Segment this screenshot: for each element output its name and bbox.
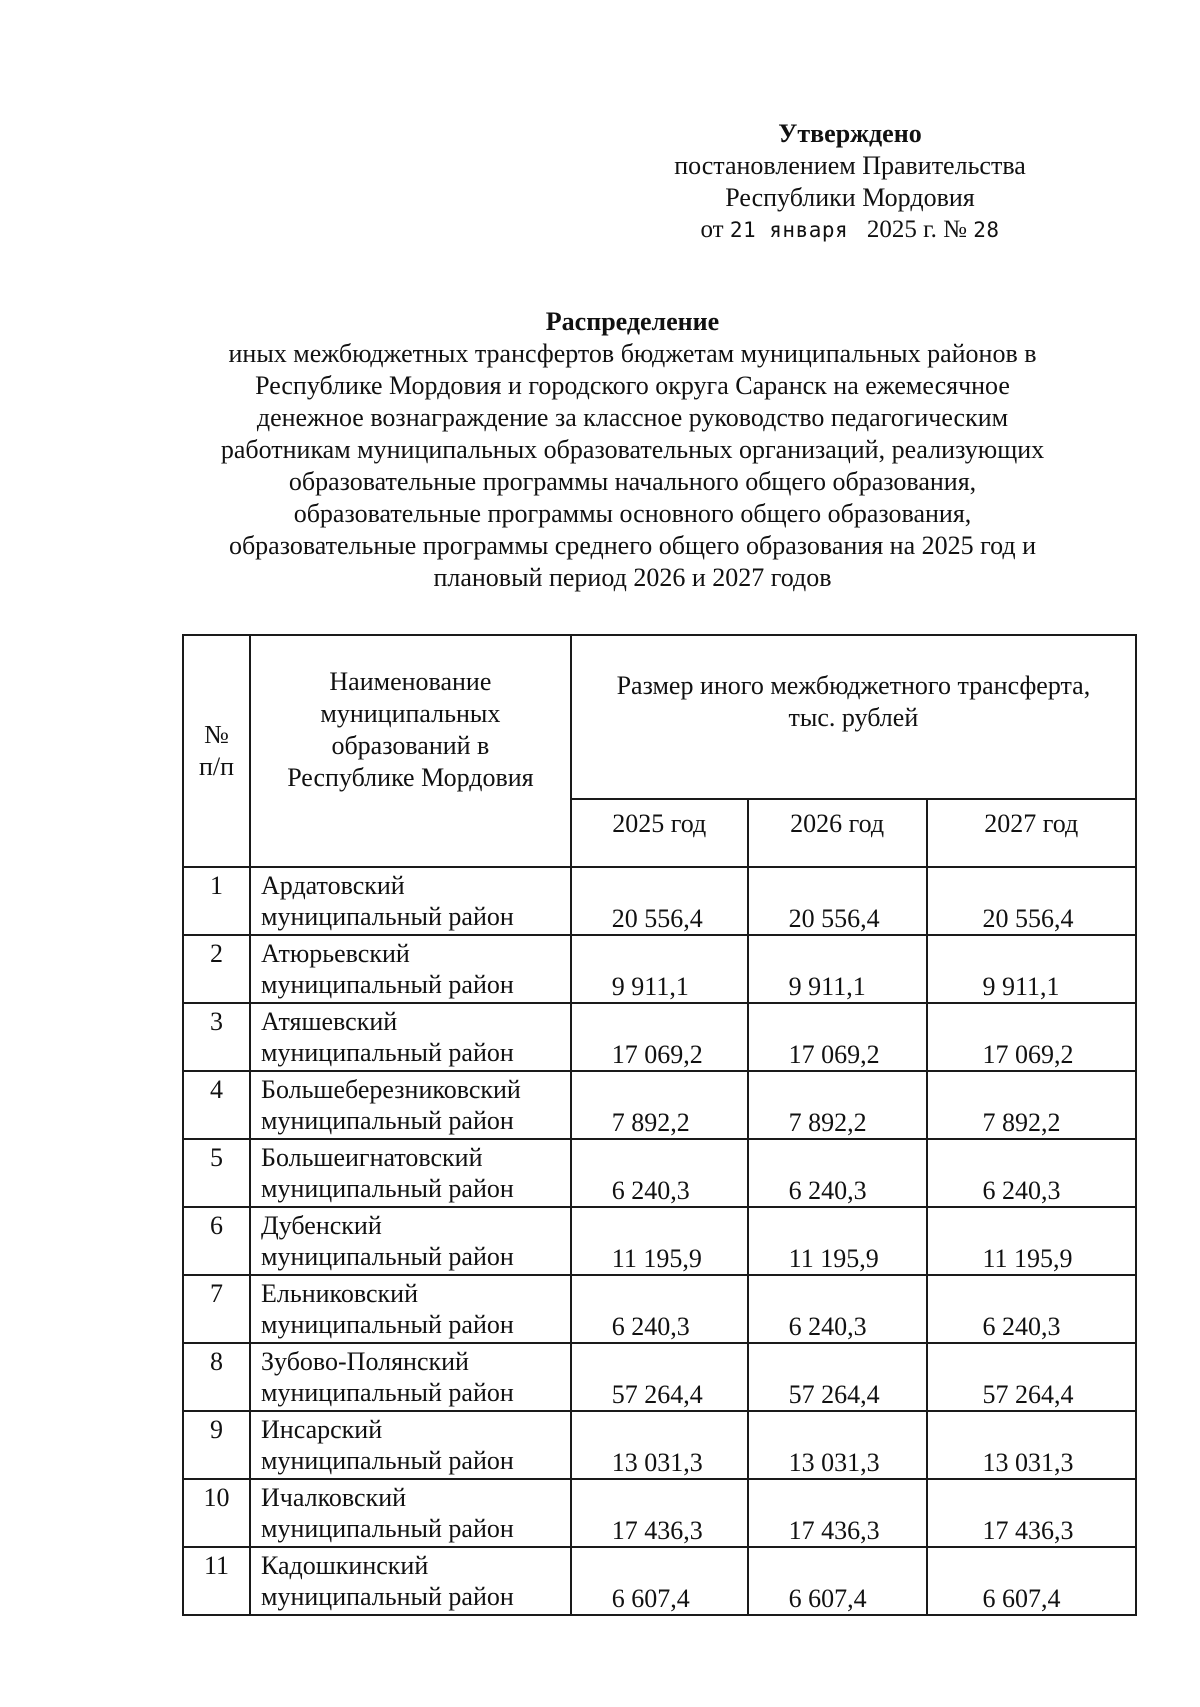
row-number: 10 <box>183 1479 250 1547</box>
date-prefix: от <box>700 216 724 243</box>
value-2027: 13 031,3 <box>927 1411 1136 1479</box>
municipality-name-line-2: муниципальный район <box>261 1174 514 1203</box>
table-row <box>183 1479 1136 1547</box>
value-2026: 6 240,3 <box>748 1275 927 1343</box>
municipality-name <box>250 1343 571 1411</box>
value-2025: 6 240,3 <box>571 1275 748 1343</box>
municipality-name-line-2: муниципальный район <box>261 970 514 999</box>
municipality-name <box>250 1071 571 1139</box>
header-municipality-name <box>250 635 571 867</box>
municipality-name-line-2: муниципальный район <box>261 1378 514 1407</box>
header-number-sign: № <box>204 720 229 749</box>
table-header-row-1 <box>183 635 1136 799</box>
description-line: денежное вознаграждение за классное руководство педагогическим <box>256 403 1009 432</box>
row-number: 5 <box>183 1139 250 1207</box>
table-row <box>183 1207 1136 1275</box>
value-2025: 9 911,1 <box>571 935 748 1003</box>
municipality-name-line-2: муниципальный район <box>261 1310 514 1339</box>
value-2027: 11 195,9 <box>927 1207 1136 1275</box>
row-number: 4 <box>183 1071 250 1139</box>
value-2027: 57 264,4 <box>927 1343 1136 1411</box>
header-name-line: Наименование <box>329 667 492 696</box>
value-2026: 17 436,3 <box>748 1479 927 1547</box>
municipality-name <box>250 1275 571 1343</box>
table-row <box>183 1411 1136 1479</box>
table-row <box>183 1003 1136 1071</box>
date-day-month: 21 января <box>729 218 849 242</box>
value-2026: 9 911,1 <box>748 935 927 1003</box>
row-number: 11 <box>183 1547 250 1615</box>
value-2026: 57 264,4 <box>748 1343 927 1411</box>
municipality-name-line-1: Атюрьевский <box>261 939 410 968</box>
municipality-name-line-1: Зубово-Полянский <box>261 1347 469 1376</box>
date-suffix: г. № <box>923 216 967 243</box>
table-row <box>183 1547 1136 1615</box>
header-name-line: муниципальных <box>320 699 501 728</box>
municipality-name-line-1: Ельниковский <box>261 1279 418 1308</box>
row-number: 6 <box>183 1207 250 1275</box>
municipality-name-line-2: муниципальный район <box>261 1242 514 1271</box>
description-line: плановый период 2026 и 2027 годов <box>433 563 832 592</box>
date-year: 2025 <box>866 216 917 243</box>
header-name-line: образований в <box>331 731 490 760</box>
table-row <box>183 1343 1136 1411</box>
header-year-2025: 2025 год <box>571 799 748 867</box>
header-group-line: тыс. рублей <box>788 703 919 732</box>
municipality-name-line-1: Ичалковский <box>261 1483 407 1512</box>
municipality-name-line-2: муниципальный район <box>261 1038 514 1067</box>
value-2025: 7 892,2 <box>571 1071 748 1139</box>
municipality-name-line-1: Большеберезниковский <box>261 1075 521 1104</box>
table-row <box>183 935 1136 1003</box>
value-2025: 13 031,3 <box>571 1411 748 1479</box>
decree-number: 28 <box>973 218 1000 242</box>
municipality-name <box>250 935 571 1003</box>
value-2026: 6 607,4 <box>748 1547 927 1615</box>
municipality-name <box>250 867 571 935</box>
municipality-name-line-1: Дубенский <box>261 1211 382 1240</box>
approval-line-1: постановлением Правительства <box>674 151 1026 180</box>
value-2027: 17 069,2 <box>927 1003 1136 1071</box>
description-line: образовательные программы начального общего образования, <box>288 467 977 496</box>
municipality-name-line-1: Большеигнатовский <box>261 1143 483 1172</box>
municipality-name-line-1: Кадошкинский <box>261 1551 429 1580</box>
municipality-name <box>250 1479 571 1547</box>
value-2027: 9 911,1 <box>927 935 1136 1003</box>
header-group-line: Размер иного межбюджетного трансферта, <box>616 671 1091 700</box>
value-2025: 6 240,3 <box>571 1139 748 1207</box>
value-2027: 7 892,2 <box>927 1071 1136 1139</box>
value-2026: 20 556,4 <box>748 867 927 935</box>
header-year-2026: 2026 год <box>748 799 927 867</box>
value-2026: 11 195,9 <box>748 1207 927 1275</box>
value-2027: 6 240,3 <box>927 1275 1136 1343</box>
row-number: 8 <box>183 1343 250 1411</box>
value-2025: 57 264,4 <box>571 1343 748 1411</box>
value-2027: 20 556,4 <box>927 867 1136 935</box>
value-2025: 17 069,2 <box>571 1003 748 1071</box>
row-number: 3 <box>183 1003 250 1071</box>
distribution-table <box>182 634 1137 1616</box>
value-2025: 20 556,4 <box>571 867 748 935</box>
municipality-name-line-2: муниципальный район <box>261 1446 514 1475</box>
row-number: 9 <box>183 1411 250 1479</box>
value-2027: 6 607,4 <box>927 1547 1136 1615</box>
header-transfer-amount <box>571 635 1136 799</box>
table-row <box>183 1275 1136 1343</box>
description-line: образовательные программы основного общего образования, <box>293 499 972 528</box>
header-year-2027: 2027 год <box>927 799 1136 867</box>
value-2025: 17 436,3 <box>571 1479 748 1547</box>
municipality-name <box>250 1547 571 1615</box>
header-name-line: Республике Мордовия <box>287 763 534 792</box>
value-2027: 6 240,3 <box>927 1139 1136 1207</box>
municipality-name-line-2: муниципальный район <box>261 1582 514 1611</box>
row-number: 1 <box>183 867 250 935</box>
header-number <box>183 635 250 867</box>
description-line: Республике Мордовия и городского округа Саранск на ежемесячное <box>255 371 1010 400</box>
municipality-name-line-1: Ардатовский <box>261 871 405 900</box>
municipality-name-line-2: муниципальный район <box>261 1106 514 1135</box>
table-body <box>183 867 1136 1615</box>
table-row <box>183 1071 1136 1139</box>
document-heading <box>150 306 1115 594</box>
header-number-abbr: п/п <box>198 752 235 781</box>
value-2026: 17 069,2 <box>748 1003 927 1071</box>
municipality-name-line-1: Инсарский <box>261 1415 383 1444</box>
municipality-name-line-2: муниципальный район <box>261 1514 514 1543</box>
approval-line-2: Республики Мордовия <box>725 183 975 212</box>
value-2026: 7 892,2 <box>748 1071 927 1139</box>
value-2025: 6 607,4 <box>571 1547 748 1615</box>
value-2027: 17 436,3 <box>927 1479 1136 1547</box>
table-header <box>183 635 1136 867</box>
table-row <box>183 1139 1136 1207</box>
municipality-name <box>250 1207 571 1275</box>
table-row <box>183 867 1136 935</box>
approval-date-line <box>630 214 1070 246</box>
document-description <box>150 338 1115 594</box>
municipality-name-line-2: муниципальный район <box>261 902 514 931</box>
description-line: иных межбюджетных трансфертов бюджетам муниципальных районов в <box>228 339 1037 368</box>
approval-title: Утверждено <box>778 119 922 148</box>
row-number: 2 <box>183 935 250 1003</box>
municipality-name <box>250 1003 571 1071</box>
value-2026: 6 240,3 <box>748 1139 927 1207</box>
municipality-name-line-1: Атяшевский <box>261 1007 398 1036</box>
row-number: 7 <box>183 1275 250 1343</box>
document-title: Распределение <box>545 307 720 336</box>
municipality-name <box>250 1411 571 1479</box>
description-line: работникам муниципальных образовательных организаций, реализующих <box>220 435 1045 464</box>
value-2026: 13 031,3 <box>748 1411 927 1479</box>
value-2025: 11 195,9 <box>571 1207 748 1275</box>
approval-stamp <box>630 118 1070 246</box>
description-line: образовательные программы среднего общего образования на 2025 год и <box>228 531 1037 560</box>
municipality-name <box>250 1139 571 1207</box>
